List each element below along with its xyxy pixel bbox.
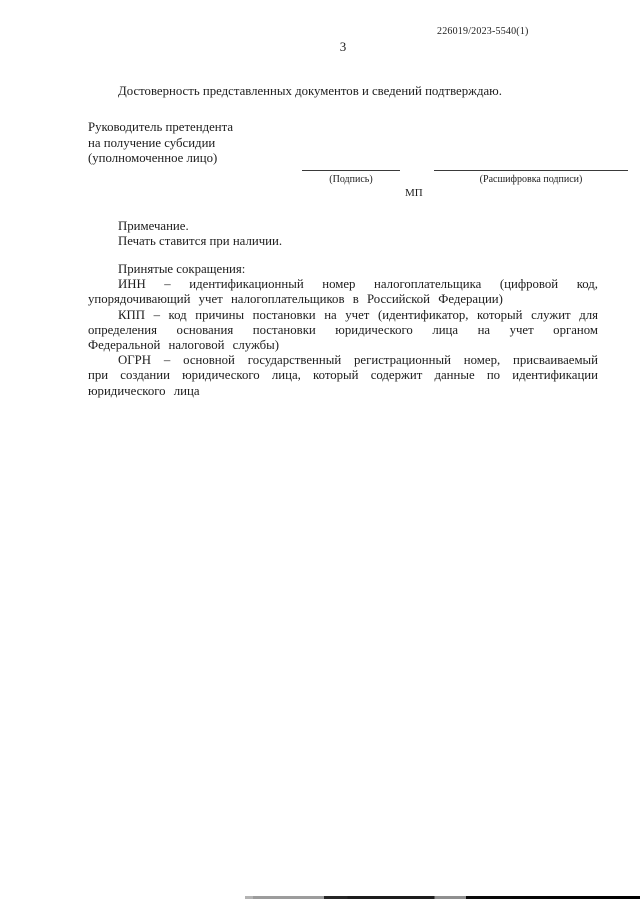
abbreviations-title: Принятые сокращения: (118, 262, 246, 276)
stamp-placeholder: МП (405, 187, 423, 199)
abbreviation-inn: ИНН – идентификационный номер налогоплательщика (цифровой код, упорядочивающий учет налогоплательщиков в Российской Федерации) (88, 277, 598, 307)
note-title: Примечание. (118, 219, 189, 233)
page-number: 3 (339, 39, 347, 54)
note-block (88, 219, 598, 249)
scan-artifact-bar (245, 896, 640, 899)
signature-caption: (Подпись) (329, 174, 373, 185)
signatory-role-block (88, 120, 233, 167)
abbreviation-ogrn: ОГРН – основной государственный регистрационный номер, присваиваемый при создании юридического лица, который содержит данные по идентификации юридического лица (88, 353, 598, 398)
signatory-role-line: Руководитель претендента (88, 120, 234, 134)
signature-line (302, 170, 400, 185)
signature-transcript-caption: (Расшифровка подписи) (479, 174, 583, 185)
signatory-role-line: на получение субсидии (88, 135, 216, 150)
confirmation-statement: Достоверность представленных документов и сведений подтверждаю. (118, 84, 502, 98)
document-reference: 226019/2023-5540(1) (437, 26, 529, 37)
signature-transcript-line (434, 170, 628, 185)
abbreviation-kpp: КПП – код причины постановки на учет (идентификатор, который служит для определения основания постановки юридического лица на учет органом Федеральной налоговой службы) (88, 307, 598, 353)
abbreviations-block (88, 262, 598, 399)
note-text: Печать ставится при наличии. (118, 234, 283, 249)
signatory-role-line: (уполномоченное лицо) (88, 151, 218, 166)
